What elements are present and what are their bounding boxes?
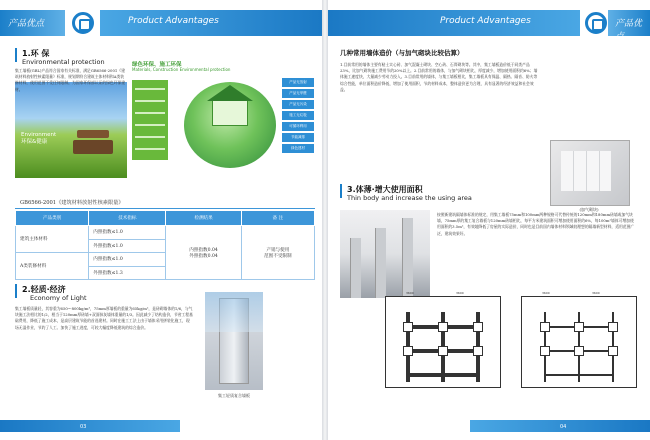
table-rule bbox=[15, 208, 315, 209]
section-marker bbox=[340, 184, 342, 198]
plan-dimension: 3600 bbox=[592, 291, 600, 295]
table-header: 检测结果 bbox=[166, 211, 241, 226]
eco-heading: 绿色环保、施工环保 bbox=[132, 62, 182, 68]
footer-bar bbox=[0, 420, 180, 432]
table-header: 产品类别 bbox=[16, 211, 89, 226]
right-page bbox=[325, 0, 650, 440]
table-cell: A类装修材料 bbox=[16, 253, 89, 280]
eco-list-item: 施工无垃圾 bbox=[282, 111, 314, 120]
header-title-right: Product Advantages bbox=[440, 16, 531, 26]
eco-graphic bbox=[132, 60, 315, 170]
corridor-photo bbox=[340, 210, 430, 298]
plan-dimension: 3600 bbox=[406, 291, 414, 295]
green-house-icon bbox=[212, 100, 248, 126]
section3-body: 按照新建筑隔墙体标准的规定，用集工墙板75mm和100mm两种规格可代替传统的120mm和180mm砖墙或加气块墙，75mm厚的集工复合墙板与120mm砖墙相比，每平方米建筑面积可增加使用面积约6%，每100m²墙体可增加使用面积约3.5m²，有效地降低了房屋的实际造价，同时也是目前国内墙体材料领域较理想的隔墙新型材料，适用范围广泛，建筑效果好。 bbox=[437, 212, 635, 236]
aerated-block-caption: (加气砌块) bbox=[579, 207, 599, 212]
table-cell-note: 产销与使用 范围不受限制 bbox=[241, 226, 314, 280]
table-cell: 建筑主体材料 bbox=[16, 226, 89, 253]
eco-feature-list bbox=[282, 78, 314, 168]
photo-text-health: 环保&健康 bbox=[21, 139, 48, 145]
plan-dimension: 3600 bbox=[542, 291, 550, 295]
floor-plan-thick bbox=[385, 291, 501, 388]
table-cell-result: 内照指数0.04 外照指数0.04 bbox=[166, 226, 241, 280]
section1-body: 集工墙板(GBL)产品符合国家有关标准，满足GB6566-2001《建筑材料放射性核素限量》标准，规划期符合建筑主体材料和A类装修材料，使用范围不受任何限制。为国家环保部认证的绿色环保建材。 bbox=[15, 68, 126, 92]
plan-dimension: 3600 bbox=[456, 291, 464, 295]
section-marker bbox=[15, 48, 17, 62]
header-title-left: Product Advantages bbox=[128, 16, 219, 26]
company-logo-icon bbox=[585, 12, 607, 34]
header-tag-left: 产品优点 bbox=[8, 19, 45, 29]
cost-body: 1.目前常用的墙体主要有粘土实心砖、加气混凝土砌块、空心砖、石膏砌块等。其中，集工墙板造价低于同类产品23%，比加气砌块施工费用节约20%以上。2.目前常用的墙体，与加气砌块相比，厚度减少，增加使用面积约6%；墙体施工速度快，大量减少劳动力投入。3.目前常用的墙体，与集工墙板相比，集工墙板具有保温、隔热、隔音、防火等综合性能，单位面积造价降低，增加了使用面积，节约材料成本，整体造价更为合理，具有显著的经济效益和社会效益。 bbox=[340, 62, 538, 92]
section3-title: 3.体薄·增大使用面积 bbox=[347, 185, 423, 194]
book-gutter bbox=[322, 0, 328, 440]
table-cell: 外照指数≤1.3 bbox=[89, 266, 166, 280]
eco-list-item: 可循环利用 bbox=[282, 122, 314, 131]
section3-subtitle: Thin body and increase the using area bbox=[347, 194, 472, 202]
environment-photo bbox=[15, 82, 127, 178]
eco-subheading: Materials, Construction Environmental protection bbox=[132, 67, 231, 72]
section-marker bbox=[15, 284, 17, 298]
eco-list-item: 产品无甲醛 bbox=[282, 89, 314, 98]
table-caption: GB6566-2001《建筑材料放射性核素限量》 bbox=[20, 200, 124, 206]
eco-list-item: 节能减排 bbox=[282, 133, 314, 142]
cost-title: 几种常用墙体造价（与加气砌块比较估算） bbox=[340, 49, 464, 57]
table-cell: 外照指数≤1.0 bbox=[89, 239, 166, 253]
company-logo-icon bbox=[72, 12, 94, 34]
table-header: 备 注 bbox=[241, 211, 314, 226]
photo-text-environment: Environment bbox=[21, 132, 57, 138]
eco-list-item: 绿色建材 bbox=[282, 144, 314, 153]
table-row bbox=[16, 226, 315, 240]
eco-feature-card bbox=[132, 80, 168, 160]
section2-subtitle: Economy of Light bbox=[30, 294, 87, 302]
header-tag-right: 产品优点 bbox=[615, 19, 643, 42]
eco-list-item: 产品无放射 bbox=[282, 78, 314, 87]
table-cell: 内照指数≤1.0 bbox=[89, 226, 166, 240]
page-number: 04 bbox=[560, 424, 567, 430]
section2-body: 集工墙板质量轻，其容重为650～800kg/m³，75mm厚墙板的重量为65kg/m²，是砖砌墙体的1/6，与气块施工法相比的1/2，相当于120mm厚砖墙+双面抹灰墙体重量的1/3。因此减少了结构造价，节省工程基础费用，降低了施工成本，是高层建筑节能的首选建材。同时在施工工法上由于墙体采用拼装化施工，现场无湿作业，节约了人工、加快了施工进度，可较大幅度降低建筑的综合造价。 bbox=[15, 306, 193, 330]
radioactivity-table bbox=[15, 210, 315, 280]
table-cell: 内照指数≤1.0 bbox=[89, 253, 166, 267]
table-header: 技术指标 bbox=[89, 211, 166, 226]
eco-list-item: 产品无污染 bbox=[282, 100, 314, 109]
bench-image bbox=[73, 140, 113, 154]
aerated-block-photo bbox=[550, 140, 630, 206]
section2-title: 2.轻质·经济 bbox=[22, 285, 66, 294]
section1-subtitle: Environmental protection bbox=[22, 58, 105, 66]
page-number: 03 bbox=[80, 424, 87, 430]
section1-title: 1.环 保 bbox=[22, 49, 50, 58]
wall-panel-caption: 集工轻质复合墙板 bbox=[218, 393, 250, 398]
floor-plan-thin bbox=[521, 291, 637, 388]
